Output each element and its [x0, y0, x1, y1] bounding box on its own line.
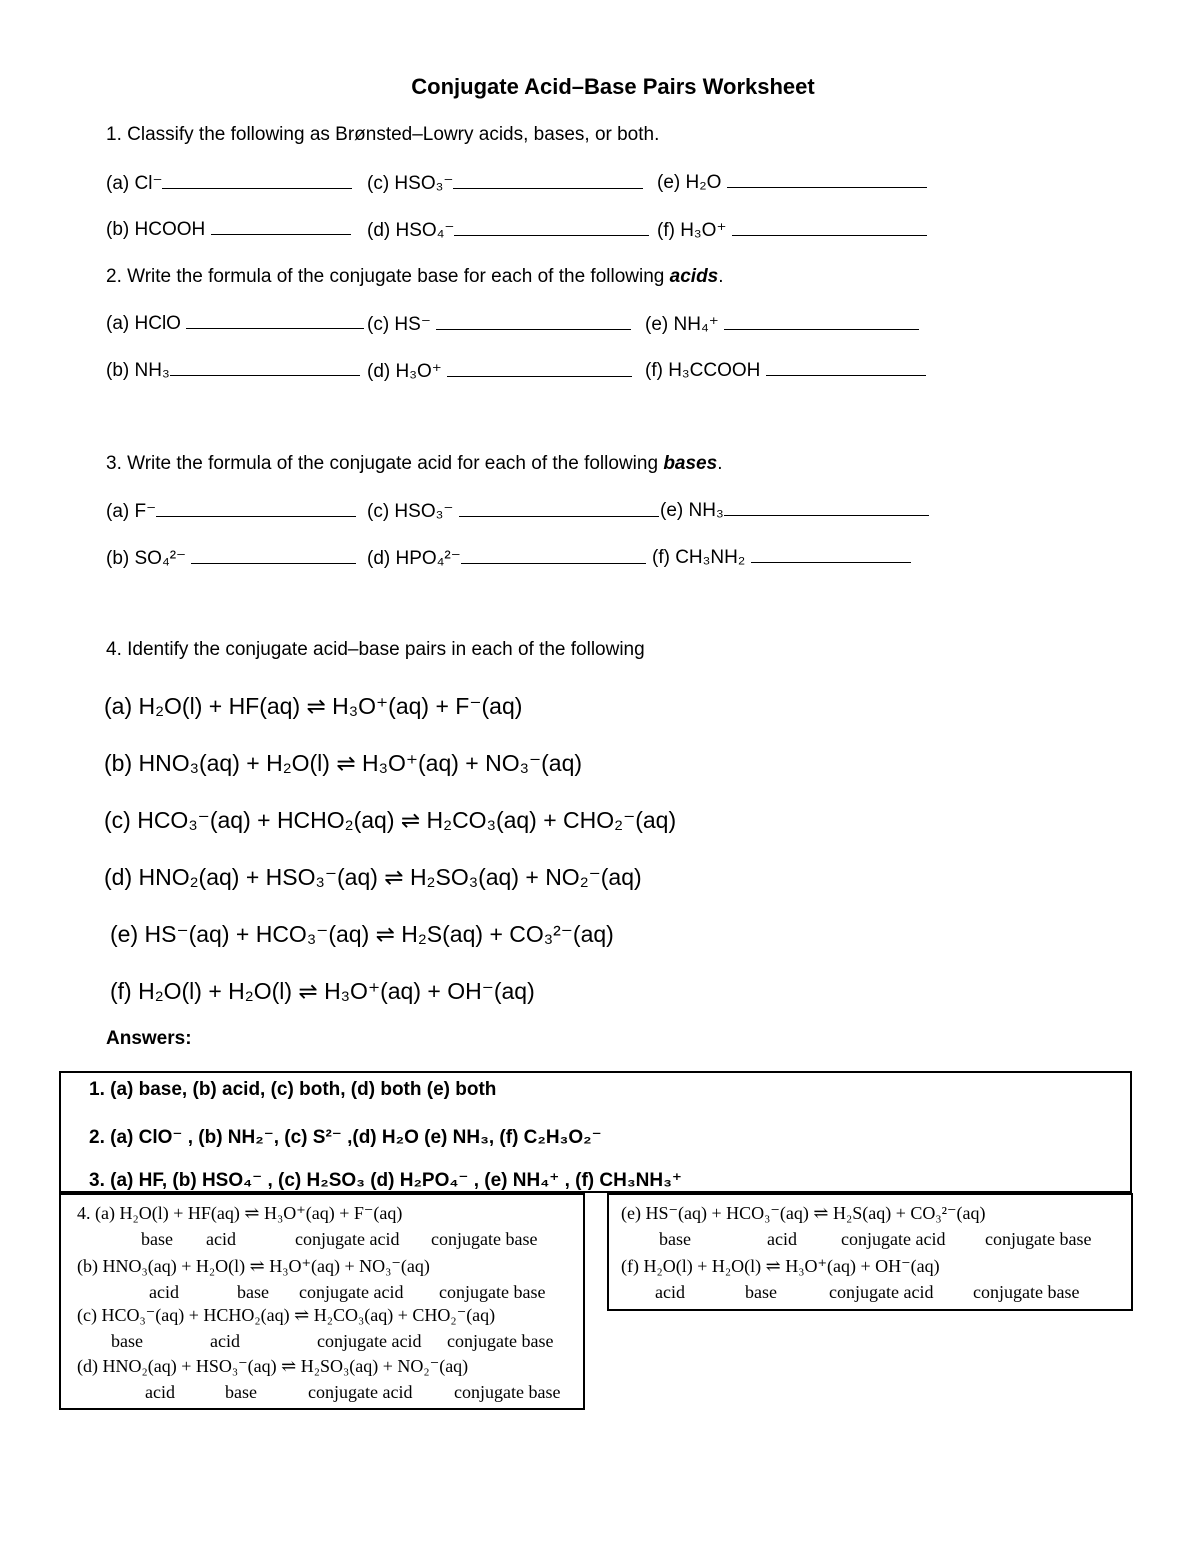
answer-4d-label-2: base — [225, 1382, 257, 1402]
q2-item-f: (f) H₃CCOOH — [645, 360, 926, 382]
answer-4e-label-1: base — [659, 1229, 691, 1249]
q3-item-a: (a) F⁻ — [106, 500, 356, 523]
answer-4e-label-2: acid — [767, 1229, 797, 1249]
answer-4f-label-4: conjugate base — [973, 1282, 1080, 1302]
answer-4b-equation: (b) HNO₃(aq) + H₂O(l) ⇌ H₃O⁺(aq) + NO₃⁻(aq) — [77, 1256, 430, 1276]
answer-2: 2. (a) ClO⁻ , (b) NH₂⁻, (c) S²⁻ ,(d) H₂O (e) NH₃, (f) C₂H₃O₂⁻ — [89, 1127, 602, 1148]
q2-item-d: (d) H₃O⁺ — [367, 360, 632, 383]
q1-item-e: (e) H₂O — [657, 172, 927, 194]
answer-4f-label-1: acid — [655, 1282, 685, 1302]
q4-equation-e: (e) HS⁻(aq) + HCO₃⁻(aq) ⇌ H₂S(aq) + CO₃²⁻(aq) — [110, 921, 614, 947]
q4-equation-b: (b) HNO₃(aq) + H₂O(l) ⇌ H₃O⁺(aq) + NO₃⁻(aq) — [104, 750, 583, 776]
q3-item-b: (b) SO₄²⁻ — [106, 547, 356, 570]
answer-4f-label-3: conjugate acid — [829, 1282, 934, 1302]
q4-equation-a: (a) H₂O(l) + HF(aq) ⇌ H₃O⁺(aq) + F⁻(aq) — [104, 693, 523, 719]
answer-4c-label-1: base — [111, 1331, 143, 1351]
q1-item-b: (b) HCOOH — [106, 219, 351, 241]
answer-4b-label-3: conjugate acid — [299, 1282, 404, 1302]
answer-4a-equation: 4. (a) H₂O(l) + HF(aq) ⇌ H₃O⁺(aq) + F⁻(aq) — [77, 1203, 403, 1223]
q1-prompt: 1. Classify the following as Brønsted–Lowry acids, bases, or both. — [106, 124, 660, 145]
answer-4e-label-3: conjugate acid — [841, 1229, 946, 1249]
answer-4a-label-1: base — [141, 1229, 173, 1249]
answer-4a-label-4: conjugate base — [431, 1229, 538, 1249]
answer-4c-equation: (c) HCO₃⁻(aq) + HCHO₂(aq) ⇌ H₂CO₃(aq) + CHO₂⁻(aq) — [77, 1305, 496, 1325]
q1-item-f: (f) H₃O⁺ — [657, 219, 927, 242]
answers-label: Answers: — [106, 1028, 192, 1049]
answer-4e-label-4: conjugate base — [985, 1229, 1092, 1249]
answer-4b-label-2: base — [237, 1282, 269, 1302]
answer-4c-label-4: conjugate base — [447, 1331, 554, 1351]
answer-1: 1. (a) base, (b) acid, (c) both, (d) both (e) both — [89, 1079, 497, 1100]
answer-3: 3. (a) HF, (b) HSO₄⁻ , (c) H₂SO₃ (d) H₂PO₄⁻ , (e) NH₄⁺ , (f) CH₃NH₃⁺ — [89, 1170, 682, 1191]
q2-item-b: (b) NH₃ — [106, 360, 360, 382]
q2-item-c: (c) HS⁻ — [367, 313, 631, 336]
q1-item-c: (c) HSO₃⁻ — [367, 172, 643, 195]
q3-item-c: (c) HSO₃⁻ — [367, 500, 659, 523]
answer-4d-label-4: conjugate base — [454, 1382, 561, 1402]
q2-prompt: 2. Write the formula of the conjugate base for each of the following acids. — [106, 266, 724, 287]
q3-item-f: (f) CH₃NH₂ — [652, 547, 911, 569]
q1-item-a: (a) Cl⁻ — [106, 172, 352, 195]
answer-4d-label-1: acid — [145, 1382, 175, 1402]
q1-item-d: (d) HSO₄⁻ — [367, 219, 649, 242]
q4-equation-f: (f) H₂O(l) + H₂O(l) ⇌ H₃O⁺(aq) + OH⁻(aq) — [110, 978, 535, 1004]
answer-4f-label-2: base — [745, 1282, 777, 1302]
q3-item-e: (e) NH₃ — [660, 500, 929, 522]
answer-4a-label-3: conjugate acid — [295, 1229, 400, 1249]
answer-4e-equation: (e) HS⁻(aq) + HCO₃⁻(aq) ⇌ H₂S(aq) + CO₃²⁻(aq) — [621, 1203, 986, 1223]
answer-4d-equation: (d) HNO₂(aq) + HSO₃⁻(aq) ⇌ H₂SO₃(aq) + NO₂⁻(aq) — [77, 1356, 469, 1376]
answer-4b-label-4: conjugate base — [439, 1282, 546, 1302]
q3-prompt: 3. Write the formula of the conjugate acid for each of the following bases. — [106, 453, 723, 474]
answer-4a-label-2: acid — [206, 1229, 236, 1249]
answer-4f-equation: (f) H₂O(l) + H₂O(l) ⇌ H₃O⁺(aq) + OH⁻(aq) — [621, 1256, 940, 1276]
q4-equation-c: (c) HCO₃⁻(aq) + HCHO₂(aq) ⇌ H₂CO₃(aq) + CHO₂⁻(aq) — [104, 807, 677, 833]
answers-box-1-3 — [59, 1071, 1132, 1193]
page-title: Conjugate Acid–Base Pairs Worksheet — [411, 74, 815, 99]
q2-item-a: (a) HClO — [106, 313, 364, 335]
q3-item-d: (d) HPO₄²⁻ — [367, 547, 646, 570]
answers-box-4a-d — [59, 1193, 585, 1410]
answers-box-4e-f — [607, 1193, 1133, 1311]
answer-4c-label-2: acid — [210, 1331, 240, 1351]
answer-4d-label-3: conjugate acid — [308, 1382, 413, 1402]
answer-4b-label-1: acid — [149, 1282, 179, 1302]
q4-equation-d: (d) HNO₂(aq) + HSO₃⁻(aq) ⇌ H₂SO₃(aq) + NO₂⁻(aq) — [104, 864, 642, 890]
q2-item-e: (e) NH₄⁺ — [645, 313, 919, 336]
q4-prompt: 4. Identify the conjugate acid–base pairs in each of the following — [106, 639, 645, 660]
answer-4c-label-3: conjugate acid — [317, 1331, 422, 1351]
